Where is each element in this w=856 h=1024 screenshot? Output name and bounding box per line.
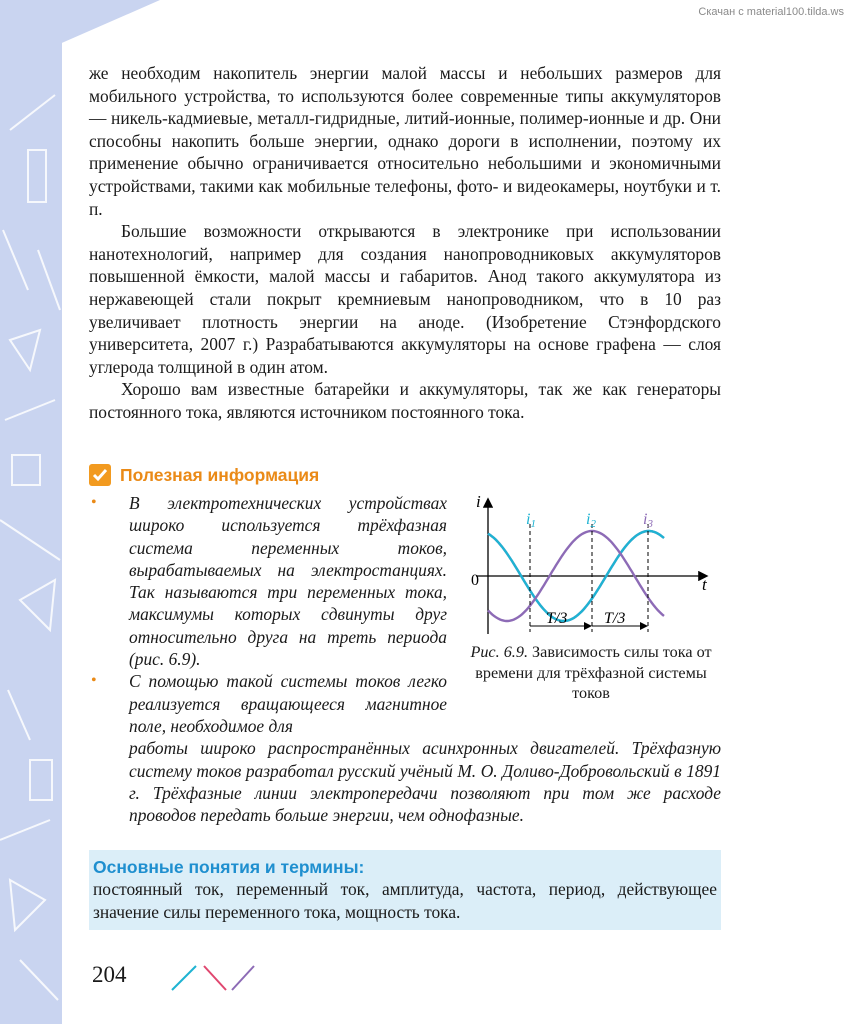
bullet-dot: • bbox=[91, 672, 97, 690]
main-text bbox=[89, 62, 721, 424]
bullet-dot: • bbox=[91, 494, 97, 511]
paragraph-2: Большие возможности открываются в электронике при использовании нанотехнологий, например для создания нанопроводниковых аккумуляторов повышенной ёмкости, малой массы и габаритов. Анод такого аккумулятора из нержавеющей стали покрыт кремниевым нанопроводником, что в 10 раз увеличивает плотность энергии на аноде. (Изобретение Стэнфордского университета, 2007 г.) Разрабатываются аккумуляторы на основе графена — слоя углерода толщиной в один атом. bbox=[89, 221, 721, 377]
caption-prefix: Рис. 6.9. bbox=[470, 643, 528, 661]
figure-graph bbox=[466, 494, 716, 644]
page-decoration-icon bbox=[170, 962, 260, 992]
page-number: 204 bbox=[92, 962, 127, 987]
paragraph-1: же необходим накопитель энергии малой массы и небольших размеров для мобильного устройства, то используются более современные типы аккумуляторов — никель-кадмиевые, металл-гидридные, литий-ионные, полимер-ионные и др. Они способны накопить больше энергии, однако дороги в исполнении, поэтому их применение обычно ограничивается относительно небольшими и экономичными устройствами, такими как мобильные телефоны, фото- и видеокамеры, ноутбуки и т. п. bbox=[89, 63, 721, 219]
info-header bbox=[89, 462, 721, 488]
curve-label-i3: i3 bbox=[643, 511, 653, 530]
interval-label-2: T/3 bbox=[604, 610, 626, 627]
terms-title: Основные понятия и термины: bbox=[93, 857, 365, 877]
caption-text: Зависимость силы тока от времени для трёхфазной системы токов bbox=[475, 643, 712, 702]
interval-label-1: T/3 bbox=[546, 610, 568, 627]
origin-label: 0 bbox=[471, 572, 479, 589]
x-axis-label: t bbox=[702, 575, 707, 594]
info-title: Полезная информация bbox=[120, 464, 320, 485]
sidebar-pattern-icon bbox=[0, 0, 62, 1024]
bullet-1-text: В электротехнических устройствах широко используется трёхфазная система переменных токов, вырабатываемых на электростанциях. Так называются три переменных тока, максимумы которых сдвинуты друг относительно друга на треть периода (рис. 6.9). bbox=[129, 493, 447, 670]
y-axis-label: i bbox=[476, 494, 481, 511]
watermark: Скачан с material100.tilda.ws bbox=[698, 6, 844, 18]
key-terms-box bbox=[89, 850, 721, 930]
bullet-2-text-start: С помощью такой системы токов легко реализуется вращающееся магнитное поле, необходимое для bbox=[129, 671, 447, 736]
terms-text: постоянный ток, переменный ток, амплитуда, частота, период, действующее значение силы переменного тока, мощность тока. bbox=[93, 879, 717, 922]
paragraph-3: Хорошо вам известные батарейки и аккумуляторы, так же как генераторы постоянного тока, являются источником постоянного тока. bbox=[89, 379, 721, 422]
corner-decoration bbox=[0, 0, 160, 70]
curve-label-i2: i2 bbox=[586, 511, 596, 530]
bullet-2-text-rest: работы широко распространённых асинхронных двигателей. Трёхфазную систему токов разработал русский учёный М. О. Доливо-Добровольский в 1891 г. Трёхфазные линии электропередачи позволяют при том же расходе проводов передать больше энергии, чем однофазные. bbox=[129, 738, 721, 826]
figure-caption bbox=[466, 642, 716, 704]
checkmark-icon bbox=[89, 464, 111, 486]
curve-label-i1: i1 bbox=[526, 511, 536, 530]
decorative-sidebar bbox=[0, 0, 62, 1024]
